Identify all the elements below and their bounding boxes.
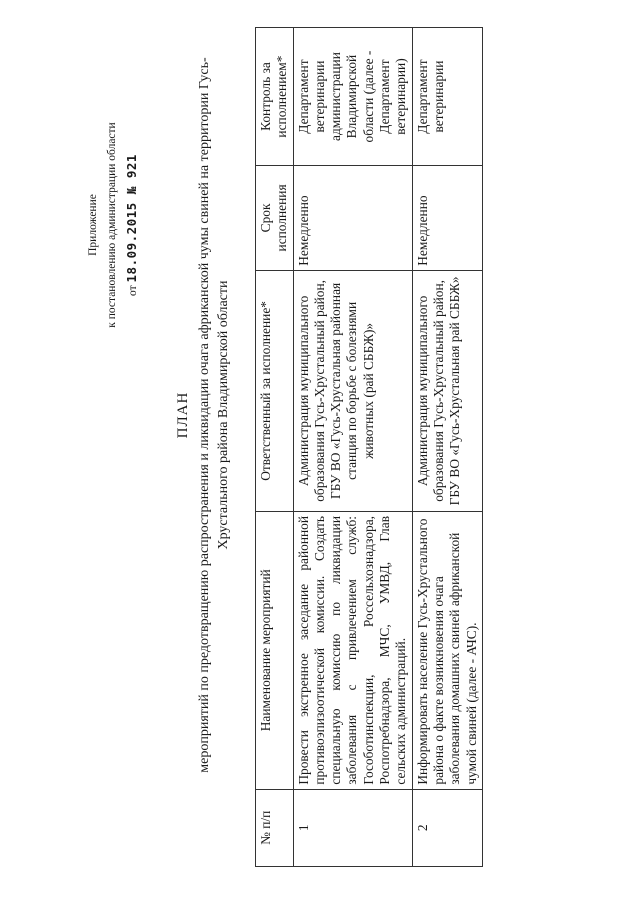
title-line-2: Хрустального района Владимирской области xyxy=(216,280,231,550)
cell-deadline: Немедленно xyxy=(293,166,412,271)
appendix-number: 18.09.2015 № 921 xyxy=(124,154,139,283)
header-responsible: Ответственный за исполнение* xyxy=(256,270,294,511)
cell-control: Департамент ветеринарии xyxy=(412,28,482,166)
cell-control: Департамент ветеринарии администрации Владимирской области (далее - Департамент ветеринарии) xyxy=(293,28,412,166)
cell-action: Провести экстренное заседание районной противоэпизоотической комиссии. Создать специальную комиссию по ликвидации заболевания с привлечением служб: Гособотинспекции, Россельхознадзора, Роспотребнадзора, МЧС, УМВД, Глав сельских администраций. xyxy=(293,511,412,789)
cell-responsible: Администрация муниципального образования Гусь-Хрустальный район, ГБУ ВО «Гусь-Хрустальная рай СББЖ» xyxy=(412,270,482,511)
header-control: Контроль за исполнением* xyxy=(256,28,294,166)
table-row xyxy=(293,28,412,867)
title-line-1: мероприятий по предотвращению распространения и ликвидации очага африканской чумы свиней на территории Гусь- xyxy=(197,57,212,773)
cell-deadline: Немедленно xyxy=(412,166,482,271)
title-heading: ПЛАН xyxy=(175,391,191,439)
appendix-date xyxy=(122,65,143,385)
table-row xyxy=(412,28,482,867)
table-header-row xyxy=(256,28,294,867)
header-deadline: Срок исполнения xyxy=(256,166,294,271)
cell-num: 2 xyxy=(412,789,482,866)
appendix-date-prefix: от xyxy=(127,285,139,296)
appendix-label: Приложение xyxy=(87,194,99,256)
cell-action: Информировать население Гусь-Хрустального района о факте возникновения очага заболевания домашних свиней африканской чумой свиней (далее - АЧС). xyxy=(412,511,482,789)
header-num: № п/п xyxy=(256,789,294,866)
appendix-to: к постановлению администрации области xyxy=(106,122,118,328)
document-title xyxy=(172,55,232,775)
cell-num: 1 xyxy=(293,789,412,866)
cell-responsible: Администрация муниципального образования Гусь-Хрустальный район, ГБУ ВО «Гусь-Хрустальная районная станция по борьбе с болезнями животных (рай СББЖ)» xyxy=(293,270,412,511)
header-action: Наименование мероприятий xyxy=(256,511,294,789)
appendix-block xyxy=(84,65,143,385)
plan-table xyxy=(255,27,483,867)
